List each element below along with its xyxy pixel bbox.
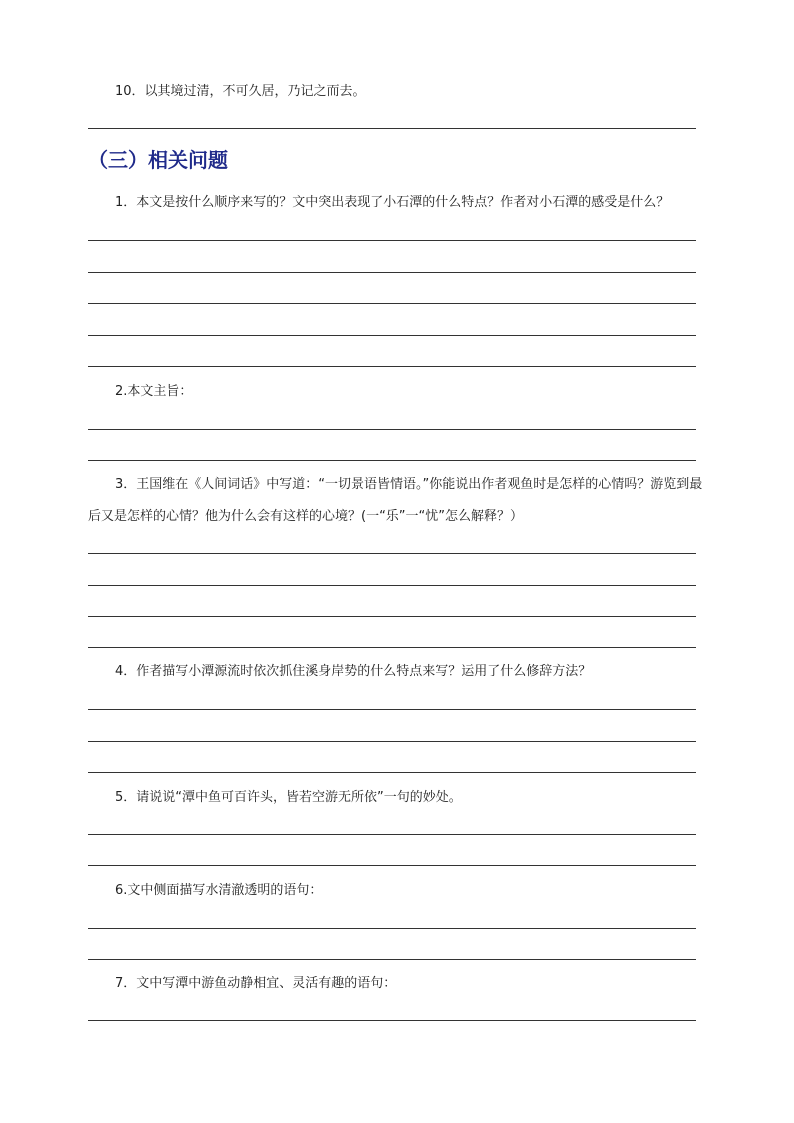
answer-line (88, 272, 696, 273)
question-10-text: 10．以其境过清，不可久居，乃记之而去。 (115, 84, 366, 99)
answer-line (88, 865, 696, 866)
question-5-text: 5．请说说“潭中鱼可百许头，皆若空游无所依”一句的妙处。 (115, 790, 462, 805)
answer-line (88, 240, 696, 241)
answer-line (88, 585, 696, 586)
section-heading: （三）相关问题 (88, 148, 228, 172)
question-6-text: 6.文中侧面描写水清澈透明的语句： (115, 883, 323, 898)
answer-line (88, 741, 696, 742)
answer-line (88, 834, 696, 835)
answer-line (88, 553, 696, 554)
answer-line (88, 928, 696, 929)
answer-line (88, 709, 696, 710)
answer-line (88, 1020, 696, 1021)
question-4-text: 4．作者描写小潭源流时依次抓住溪身岸势的什么特点来写？运用了什么修辞方法？ (115, 664, 592, 679)
answer-line (88, 366, 696, 367)
question-7-text: 7．文中写潭中游鱼动静相宜、灵活有趣的语句： (115, 976, 397, 991)
question-1-text: 1．本文是按什么顺序来写的？文中突出表现了小石潭的什么特点？作者对小石潭的感受是什么？ (115, 195, 670, 210)
question-2-text: 2.本文主旨： (115, 384, 193, 399)
answer-line (88, 128, 696, 129)
answer-line (88, 460, 696, 461)
answer-line (88, 335, 696, 336)
question-3-text: 3．王国维在《人间词话》中写道：“一切景语皆情语。”你能说出作者观鱼时是怎样的心情吗？游览到最后又是怎样的心情？他为什么会有这样的心境？(一“乐”一“忧”怎么解释？） (88, 477, 703, 524)
answer-line (88, 429, 696, 430)
answer-line (88, 959, 696, 960)
answer-line (88, 772, 696, 773)
answer-line (88, 647, 696, 648)
answer-line (88, 616, 696, 617)
answer-line (88, 303, 696, 304)
